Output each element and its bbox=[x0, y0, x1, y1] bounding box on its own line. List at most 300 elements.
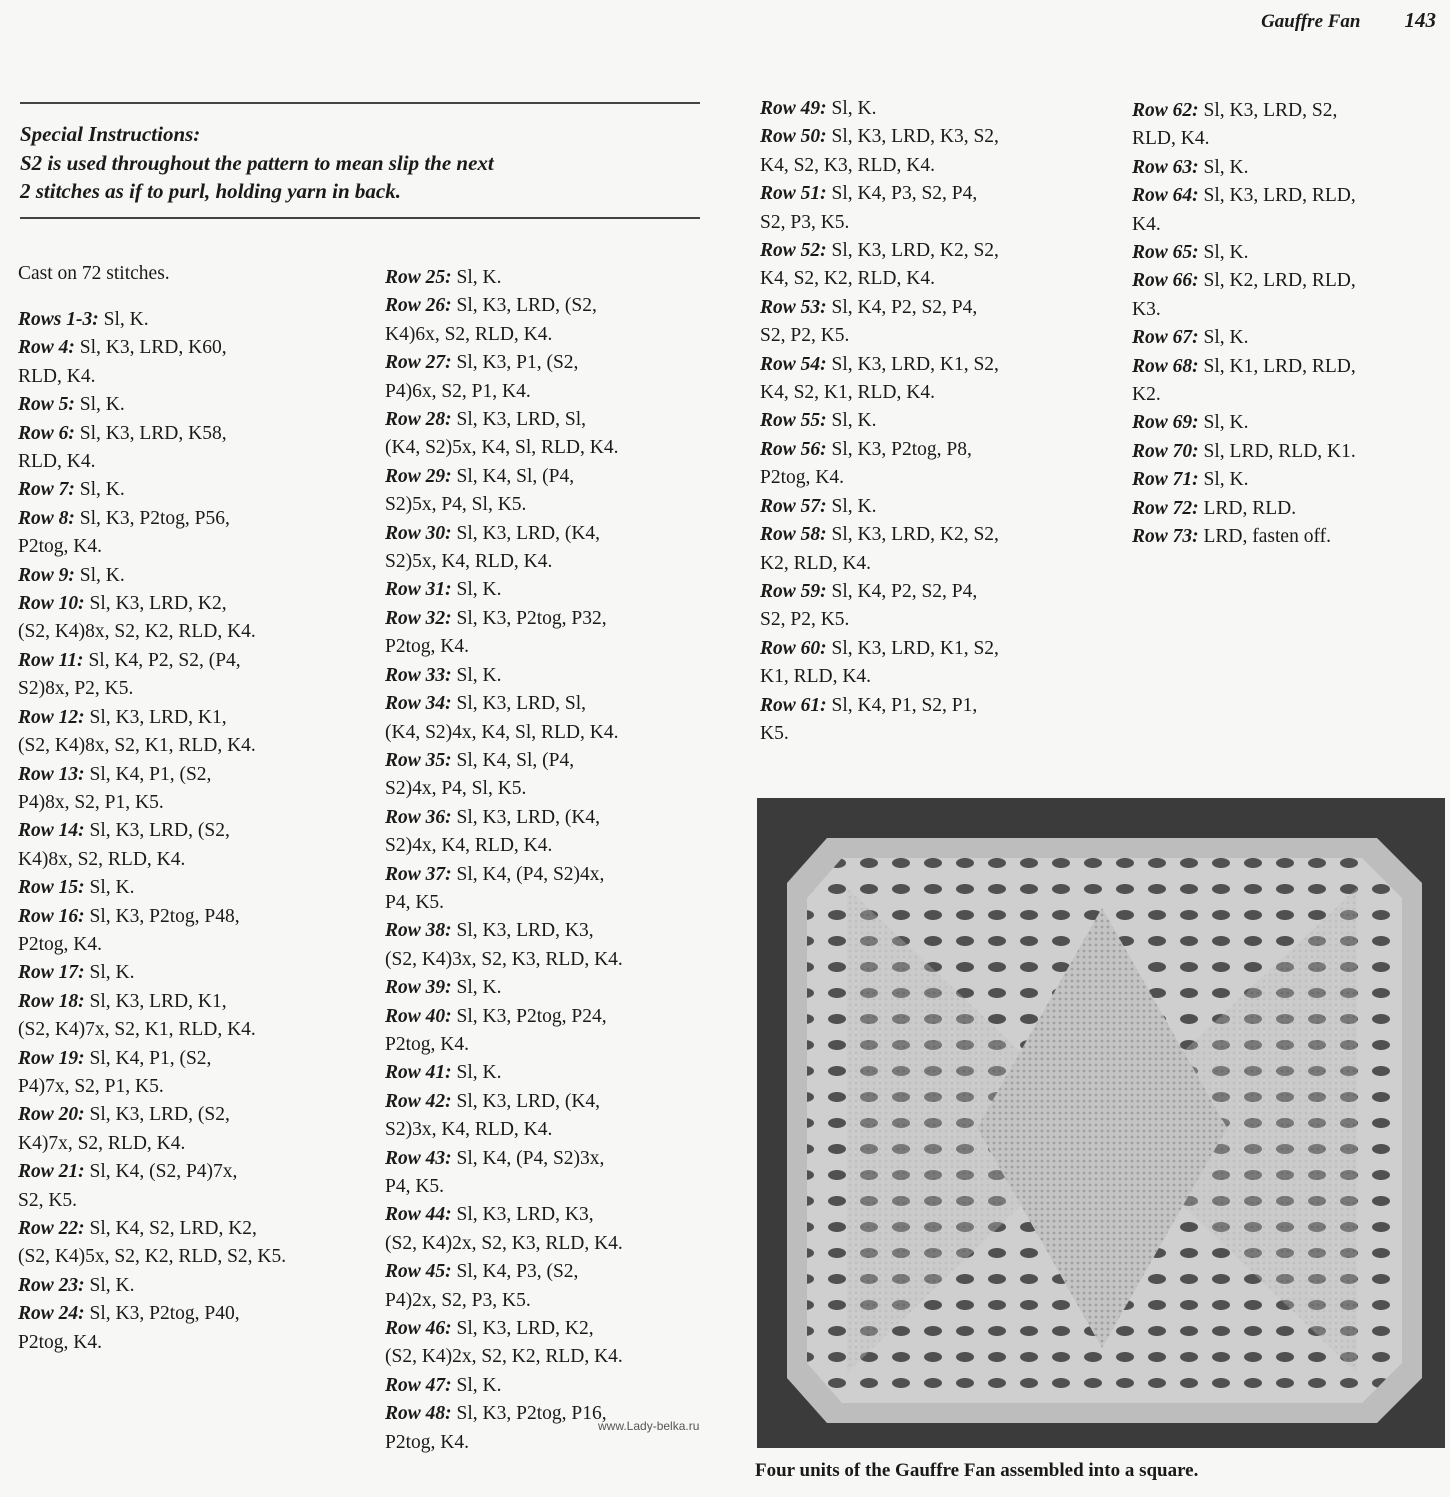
row-text: Sl, K. bbox=[84, 877, 135, 899]
row-text: Sl, K3, P2tog, P8, bbox=[826, 438, 972, 460]
instruction-line bbox=[760, 95, 1120, 123]
instruction-line bbox=[760, 720, 1120, 748]
instruction-line bbox=[1132, 409, 1442, 437]
instruction-line bbox=[18, 448, 368, 476]
row-label: Row 45: bbox=[385, 1261, 452, 1283]
instruction-line bbox=[18, 1158, 368, 1186]
header-title: Gauffre Fan bbox=[1261, 11, 1361, 32]
row-label: Row 41: bbox=[385, 1062, 452, 1084]
row-text: P4)2x, S2, P3, K5. bbox=[385, 1289, 531, 1311]
row-text: Sl, K3, P2tog, P56, bbox=[74, 507, 230, 529]
row-text: Sl, K. bbox=[74, 394, 125, 416]
row-label: Row 61: bbox=[760, 694, 827, 716]
row-text: S2)4x, P4, Sl, K5. bbox=[385, 778, 527, 800]
row-text: Sl, K. bbox=[84, 962, 135, 984]
row-text: Sl, K3, LRD, K1, S2, bbox=[826, 353, 999, 375]
row-text: Sl, K4, Sl, (P4, bbox=[451, 465, 575, 487]
row-text: Sl, K3, LRD, K1, bbox=[84, 706, 227, 728]
row-text: S2)5x, K4, RLD, K4. bbox=[385, 551, 553, 573]
instruction-line bbox=[1132, 125, 1442, 153]
instruction-line bbox=[385, 1343, 745, 1371]
instruction-line bbox=[385, 1201, 745, 1229]
row-text: Sl, K. bbox=[84, 1274, 135, 1296]
row-label: Row 48: bbox=[385, 1403, 452, 1425]
row-text: Sl, LRD, RLD, K1. bbox=[1198, 440, 1356, 462]
instruction-line bbox=[385, 832, 745, 860]
row-text: Sl, K4, P2, S2, P4, bbox=[826, 296, 978, 318]
row-text: P4)8x, S2, P1, K5. bbox=[18, 791, 164, 813]
instruction-column-2 bbox=[385, 264, 745, 1457]
row-label: Row 8: bbox=[18, 507, 75, 529]
row-text: Sl, K. bbox=[826, 495, 877, 517]
row-label: Row 53: bbox=[760, 296, 827, 318]
instruction-line bbox=[385, 491, 745, 519]
row-label: Row 60: bbox=[760, 637, 827, 659]
instruction-line bbox=[1132, 438, 1442, 466]
row-label: Row 23: bbox=[18, 1274, 85, 1296]
instruction-line bbox=[385, 292, 745, 320]
instruction-line bbox=[1132, 211, 1442, 239]
row-label: Row 35: bbox=[385, 749, 452, 771]
row-text: S2)8x, P2, K5. bbox=[18, 678, 134, 700]
row-label: Row 14: bbox=[18, 820, 85, 842]
instruction-line bbox=[385, 1258, 745, 1286]
row-text: Sl, K3, LRD, K2, S2, bbox=[826, 524, 999, 546]
instruction-line bbox=[385, 974, 745, 1002]
row-text: Sl, K3, LRD, K2, bbox=[451, 1318, 594, 1340]
row-label: Row 20: bbox=[18, 1104, 85, 1126]
instruction-line bbox=[18, 903, 368, 931]
row-label: Row 15: bbox=[18, 877, 85, 899]
instruction-line bbox=[1132, 267, 1442, 295]
row-text: (S2, K4)2x, S2, K3, RLD, K4. bbox=[385, 1232, 623, 1254]
row-label: Row 59: bbox=[760, 580, 827, 602]
row-label: Row 39: bbox=[385, 977, 452, 999]
row-label: Row 38: bbox=[385, 920, 452, 942]
instruction-line bbox=[385, 1372, 745, 1400]
instruction-line bbox=[385, 861, 745, 889]
row-label: Row 10: bbox=[18, 593, 85, 615]
instruction-line bbox=[385, 1287, 745, 1315]
instruction-line bbox=[760, 464, 1120, 492]
row-label: Row 71: bbox=[1132, 469, 1199, 491]
row-text: (S2, K4)2x, S2, K2, RLD, K4. bbox=[385, 1346, 623, 1368]
instruction-line bbox=[18, 647, 368, 675]
instruction-line bbox=[18, 675, 368, 703]
row-text: Sl, K3, LRD, Sl, bbox=[451, 693, 586, 715]
instruction-line bbox=[18, 334, 368, 362]
row-text: Sl, K3, LRD, RLD, bbox=[1198, 185, 1356, 207]
instruction-line bbox=[385, 434, 745, 462]
row-text: Sl, K. bbox=[1198, 469, 1249, 491]
row-label: Rows 1-3: bbox=[18, 309, 99, 330]
row-text: Sl, K. bbox=[451, 664, 502, 686]
row-label: Row 44: bbox=[385, 1204, 452, 1226]
row-text: Sl, K3, LRD, (K4, bbox=[451, 806, 601, 828]
page-number: 143 bbox=[1404, 8, 1436, 32]
row-label: Row 40: bbox=[385, 1005, 452, 1027]
row-text: Sl, K3, P2tog, P32, bbox=[451, 607, 607, 629]
row-label: Row 31: bbox=[385, 579, 452, 601]
row-text: Sl, K. bbox=[1198, 156, 1249, 178]
row-label: Row 29: bbox=[385, 465, 452, 487]
row-text: Sl, K4, (P4, S2)3x, bbox=[451, 1147, 605, 1169]
instruction-line bbox=[760, 521, 1120, 549]
row-text: Sl, K. bbox=[98, 309, 149, 330]
instruction-line bbox=[385, 1315, 745, 1343]
row-text: P4, K5. bbox=[385, 891, 445, 913]
instruction-line bbox=[760, 152, 1120, 180]
instruction-line bbox=[1132, 523, 1442, 551]
instruction-line bbox=[385, 548, 745, 576]
row-text: Sl, K3, LRD, (S2, bbox=[84, 820, 230, 842]
special-instructions bbox=[20, 120, 710, 206]
row-text: Sl, K3, LRD, K58, bbox=[74, 422, 227, 444]
row-text: P2tog, K4. bbox=[385, 636, 469, 658]
row-label: Row 4: bbox=[18, 337, 75, 359]
row-label: Row 7: bbox=[18, 479, 75, 501]
instruction-line bbox=[385, 1173, 745, 1201]
row-label: Row 30: bbox=[385, 522, 452, 544]
row-text: S2, K5. bbox=[18, 1189, 78, 1211]
row-text: Sl, K. bbox=[451, 1374, 502, 1396]
instruction-column-3 bbox=[760, 95, 1120, 748]
row-label: Row 12: bbox=[18, 706, 85, 728]
row-text: Sl, K. bbox=[1198, 327, 1249, 349]
top-rule bbox=[20, 102, 700, 104]
instruction-line bbox=[385, 520, 745, 548]
row-text: LRD, RLD. bbox=[1198, 497, 1297, 519]
row-label: Row 68: bbox=[1132, 355, 1199, 377]
row-text: RLD, K4. bbox=[1132, 128, 1210, 150]
row-text: Sl, K4, Sl, (P4, bbox=[451, 749, 575, 771]
row-label: Row 50: bbox=[760, 126, 827, 148]
row-text: K5. bbox=[760, 722, 789, 744]
row-text: Sl, K. bbox=[74, 564, 125, 586]
instruction-line bbox=[1132, 466, 1442, 494]
row-text: K4. bbox=[1132, 213, 1161, 235]
row-text: Sl, K. bbox=[1198, 242, 1249, 264]
instruction-line bbox=[18, 1016, 368, 1044]
row-text: P2tog, K4. bbox=[18, 933, 102, 955]
instruction-line bbox=[18, 533, 368, 561]
instruction-line bbox=[385, 1003, 745, 1031]
instruction-line bbox=[18, 874, 368, 902]
instruction-line bbox=[385, 1145, 745, 1173]
row-label: Row 58: bbox=[760, 524, 827, 546]
row-label: Row 9: bbox=[18, 564, 75, 586]
row-text: K3. bbox=[1132, 298, 1161, 320]
instruction-line bbox=[385, 349, 745, 377]
instruction-line bbox=[1132, 182, 1442, 210]
row-text: Sl, K3, LRD, K60, bbox=[74, 337, 227, 359]
row-text: Sl, K3, LRD, K1, bbox=[84, 990, 227, 1012]
instruction-line bbox=[760, 322, 1120, 350]
row-label: Row 18: bbox=[18, 990, 85, 1012]
row-label: Row 64: bbox=[1132, 185, 1199, 207]
instruction-line bbox=[18, 391, 368, 419]
instruction-column-1 bbox=[18, 306, 368, 1357]
instruction-line bbox=[760, 692, 1120, 720]
photo-caption: Four units of the Gauffre Fan assembled into a square. bbox=[755, 1460, 1199, 1481]
row-text: K4)6x, S2, RLD, K4. bbox=[385, 323, 553, 345]
row-text: P2tog, K4. bbox=[385, 1431, 469, 1453]
row-text: Sl, K3, LRD, K3, bbox=[451, 1204, 594, 1226]
knitted-square-image bbox=[757, 798, 1445, 1448]
instruction-line bbox=[760, 606, 1120, 634]
instruction-line bbox=[385, 463, 745, 491]
row-label: Row 69: bbox=[1132, 412, 1199, 434]
instruction-line bbox=[18, 959, 368, 987]
row-text: Sl, K2, LRD, RLD, bbox=[1198, 270, 1356, 292]
cast-on-text: Cast on 72 stitches. bbox=[18, 263, 170, 284]
row-label: Row 5: bbox=[18, 394, 75, 416]
row-label: Row 27: bbox=[385, 352, 452, 374]
row-text: Sl, K3, P2tog, P40, bbox=[84, 1303, 240, 1325]
instruction-line bbox=[385, 605, 745, 633]
instruction-line bbox=[18, 1215, 368, 1243]
row-label: Row 17: bbox=[18, 962, 85, 984]
row-text: Sl, K3, P2tog, P24, bbox=[451, 1005, 607, 1027]
row-text: Sl, K3, LRD, (K4, bbox=[451, 522, 601, 544]
row-text: P4)7x, S2, P1, K5. bbox=[18, 1075, 164, 1097]
row-label: Row 21: bbox=[18, 1161, 85, 1183]
instruction-line bbox=[385, 662, 745, 690]
instruction-line bbox=[385, 889, 745, 917]
row-text: K1, RLD, K4. bbox=[760, 666, 872, 688]
row-label: Row 13: bbox=[18, 763, 85, 785]
instruction-line bbox=[18, 1243, 368, 1271]
instruction-line bbox=[385, 1230, 745, 1258]
row-text: Sl, K3, LRD, S2, bbox=[1198, 100, 1338, 121]
instruction-line bbox=[18, 476, 368, 504]
row-text: Sl, K3, LRD, K1, S2, bbox=[826, 637, 999, 659]
instruction-line bbox=[760, 379, 1120, 407]
special-heading: Special Instructions: bbox=[20, 122, 201, 146]
instruction-line bbox=[760, 180, 1120, 208]
row-text: Sl, K4, P1, (S2, bbox=[84, 1047, 212, 1069]
instruction-line bbox=[385, 1031, 745, 1059]
row-label: Row 42: bbox=[385, 1090, 452, 1112]
row-text: Sl, K. bbox=[451, 267, 502, 288]
row-text: Sl, K4, P3, (S2, bbox=[451, 1261, 579, 1283]
row-text: P4)6x, S2, P1, K4. bbox=[385, 380, 531, 402]
instruction-line bbox=[18, 817, 368, 845]
instruction-line bbox=[18, 988, 368, 1016]
row-text: K4)8x, S2, RLD, K4. bbox=[18, 848, 186, 870]
row-text: Sl, K3, P1, (S2, bbox=[451, 352, 579, 374]
special-line-1: S2 is used throughout the pattern to mean slip the next bbox=[20, 150, 494, 175]
instruction-line bbox=[18, 1101, 368, 1129]
row-label: Row 49: bbox=[760, 98, 827, 119]
instruction-line bbox=[18, 590, 368, 618]
instruction-line bbox=[18, 618, 368, 646]
instruction-line bbox=[18, 562, 368, 590]
row-text: K2, RLD, K4. bbox=[760, 552, 872, 574]
row-text: Sl, K1, LRD, RLD, bbox=[1198, 355, 1356, 377]
special-line-2: 2 stitches as if to purl, holding yarn in back. bbox=[20, 179, 401, 203]
row-text: Sl, K3, LRD, K3, S2, bbox=[826, 126, 999, 148]
row-text: Sl, K3, LRD, (S2, bbox=[84, 1104, 230, 1126]
row-label: Row 32: bbox=[385, 607, 452, 629]
row-text: Sl, K. bbox=[451, 1062, 502, 1084]
row-text: Sl, K3, LRD, K2, S2, bbox=[826, 240, 999, 262]
row-text: (K4, S2)4x, K4, Sl, RLD, K4. bbox=[385, 721, 619, 743]
instruction-column-4 bbox=[1132, 97, 1442, 552]
row-text: RLD, K4. bbox=[18, 451, 96, 473]
instruction-line bbox=[18, 761, 368, 789]
row-label: Row 25: bbox=[385, 267, 452, 288]
instruction-line bbox=[18, 363, 368, 391]
instruction-line bbox=[1132, 495, 1442, 523]
row-text: Sl, K. bbox=[451, 977, 502, 999]
row-text: S2, P3, K5. bbox=[760, 211, 850, 233]
row-label: Row 28: bbox=[385, 409, 452, 431]
instruction-line bbox=[760, 407, 1120, 435]
row-text: Sl, K3, LRD, Sl, bbox=[451, 409, 586, 431]
instruction-line bbox=[18, 420, 368, 448]
row-text: Sl, K3, P2tog, P16, bbox=[451, 1403, 607, 1425]
instruction-line bbox=[18, 1272, 368, 1300]
instruction-line bbox=[18, 1045, 368, 1073]
instruction-line bbox=[385, 1059, 745, 1087]
instruction-line bbox=[760, 351, 1120, 379]
row-text: Sl, K4, P3, S2, P4, bbox=[826, 183, 978, 205]
row-text: Sl, K4, (S2, P4)7x, bbox=[84, 1161, 238, 1183]
instruction-line bbox=[385, 321, 745, 349]
instruction-line bbox=[385, 1088, 745, 1116]
row-text: P2tog, K4. bbox=[18, 536, 102, 558]
row-label: Row 52: bbox=[760, 240, 827, 262]
row-text: (S2, K4)8x, S2, K2, RLD, K4. bbox=[18, 621, 256, 643]
instruction-line bbox=[18, 1130, 368, 1158]
row-label: Row 36: bbox=[385, 806, 452, 828]
row-label: Row 54: bbox=[760, 353, 827, 375]
row-text: K4, S2, K3, RLD, K4. bbox=[760, 154, 935, 176]
row-label: Row 55: bbox=[760, 410, 827, 432]
row-label: Row 66: bbox=[1132, 270, 1199, 292]
instruction-line bbox=[385, 719, 745, 747]
instruction-line bbox=[18, 732, 368, 760]
row-text: (S2, K4)8x, S2, K1, RLD, K4. bbox=[18, 735, 256, 757]
row-text: (K4, S2)5x, K4, Sl, RLD, K4. bbox=[385, 437, 619, 459]
row-label: Row 37: bbox=[385, 863, 452, 885]
instruction-line bbox=[385, 804, 745, 832]
row-text: (S2, K4)5x, S2, K2, RLD, S2, K5. bbox=[18, 1246, 287, 1268]
row-text: Sl, K4, P1, (S2, bbox=[84, 763, 212, 785]
instruction-line bbox=[760, 265, 1120, 293]
instruction-line bbox=[385, 406, 745, 434]
instruction-line bbox=[18, 1329, 368, 1357]
row-text: RLD, K4. bbox=[18, 365, 96, 387]
instruction-line bbox=[385, 264, 745, 292]
instruction-line bbox=[760, 578, 1120, 606]
row-text: Sl, K4, P2, S2, P4, bbox=[826, 580, 978, 602]
row-text: Sl, K3, LRD, (K4, bbox=[451, 1090, 601, 1112]
row-label: Row 34: bbox=[385, 693, 452, 715]
row-text: P2tog, K4. bbox=[385, 1033, 469, 1055]
instruction-line bbox=[760, 436, 1120, 464]
row-label: Row 46: bbox=[385, 1318, 452, 1340]
row-label: Row 19: bbox=[18, 1047, 85, 1069]
row-text: (S2, K4)7x, S2, K1, RLD, K4. bbox=[18, 1019, 256, 1041]
instruction-line bbox=[1132, 324, 1442, 352]
instruction-line bbox=[760, 237, 1120, 265]
row-label: Row 51: bbox=[760, 183, 827, 205]
row-text: S2)3x, K4, RLD, K4. bbox=[385, 1119, 553, 1141]
instruction-line bbox=[760, 635, 1120, 663]
instruction-line bbox=[1132, 97, 1442, 125]
row-label: Row 72: bbox=[1132, 497, 1199, 519]
instruction-line bbox=[760, 663, 1120, 691]
row-label: Row 6: bbox=[18, 422, 75, 444]
instruction-line bbox=[385, 633, 745, 661]
row-label: Row 70: bbox=[1132, 440, 1199, 462]
instruction-line bbox=[1132, 154, 1442, 182]
row-text: Sl, K3, LRD, (S2, bbox=[451, 295, 597, 317]
instruction-line bbox=[760, 294, 1120, 322]
row-text: Sl, K. bbox=[826, 98, 877, 119]
row-text: Sl, K. bbox=[74, 479, 125, 501]
row-text: S2)4x, K4, RLD, K4. bbox=[385, 835, 553, 857]
instruction-line bbox=[18, 704, 368, 732]
instruction-line bbox=[18, 789, 368, 817]
row-text: Sl, K. bbox=[826, 410, 877, 432]
instruction-line bbox=[760, 550, 1120, 578]
row-text: S2, P2, K5. bbox=[760, 325, 850, 347]
row-text: P2tog, K4. bbox=[18, 1331, 102, 1353]
instruction-line bbox=[1132, 381, 1442, 409]
instruction-line bbox=[385, 576, 745, 604]
row-text: K2. bbox=[1132, 384, 1161, 406]
instruction-line bbox=[18, 505, 368, 533]
instruction-line bbox=[385, 1116, 745, 1144]
row-text: Sl, K3, LRD, K3, bbox=[451, 920, 594, 942]
row-text: Sl, K4, P2, S2, (P4, bbox=[83, 649, 241, 671]
instruction-line bbox=[1132, 296, 1442, 324]
row-label: Row 33: bbox=[385, 664, 452, 686]
row-text: LRD, fasten off. bbox=[1198, 526, 1331, 548]
row-label: Row 43: bbox=[385, 1147, 452, 1169]
row-text: (S2, K4)3x, S2, K3, RLD, K4. bbox=[385, 948, 623, 970]
instruction-line bbox=[385, 917, 745, 945]
row-label: Row 24: bbox=[18, 1303, 85, 1325]
row-text: Sl, K4, P1, S2, P1, bbox=[826, 694, 978, 716]
instruction-line bbox=[760, 123, 1120, 151]
row-text: Sl, K4, S2, LRD, K2, bbox=[84, 1218, 257, 1239]
instruction-line bbox=[18, 1187, 368, 1215]
instruction-line bbox=[385, 378, 745, 406]
row-text: S2, P2, K5. bbox=[760, 609, 850, 631]
running-header bbox=[1261, 8, 1436, 33]
row-text: Sl, K. bbox=[451, 579, 502, 601]
instruction-line bbox=[18, 931, 368, 959]
row-label: Row 73: bbox=[1132, 526, 1199, 548]
row-label: Row 65: bbox=[1132, 242, 1199, 264]
row-label: Row 56: bbox=[760, 438, 827, 460]
row-text: P2tog, K4. bbox=[760, 467, 844, 489]
row-text: Sl, K4, (P4, S2)4x, bbox=[451, 863, 605, 885]
row-label: Row 26: bbox=[385, 295, 452, 317]
row-text: K4, S2, K2, RLD, K4. bbox=[760, 268, 935, 290]
row-text: K4, S2, K1, RLD, K4. bbox=[760, 382, 935, 404]
row-label: Row 67: bbox=[1132, 327, 1199, 349]
instruction-line bbox=[385, 747, 745, 775]
row-label: Row 22: bbox=[18, 1218, 85, 1239]
watermark: www.Lady-belka.ru bbox=[598, 1419, 700, 1433]
row-text: K4)7x, S2, RLD, K4. bbox=[18, 1132, 186, 1154]
instruction-line bbox=[385, 775, 745, 803]
